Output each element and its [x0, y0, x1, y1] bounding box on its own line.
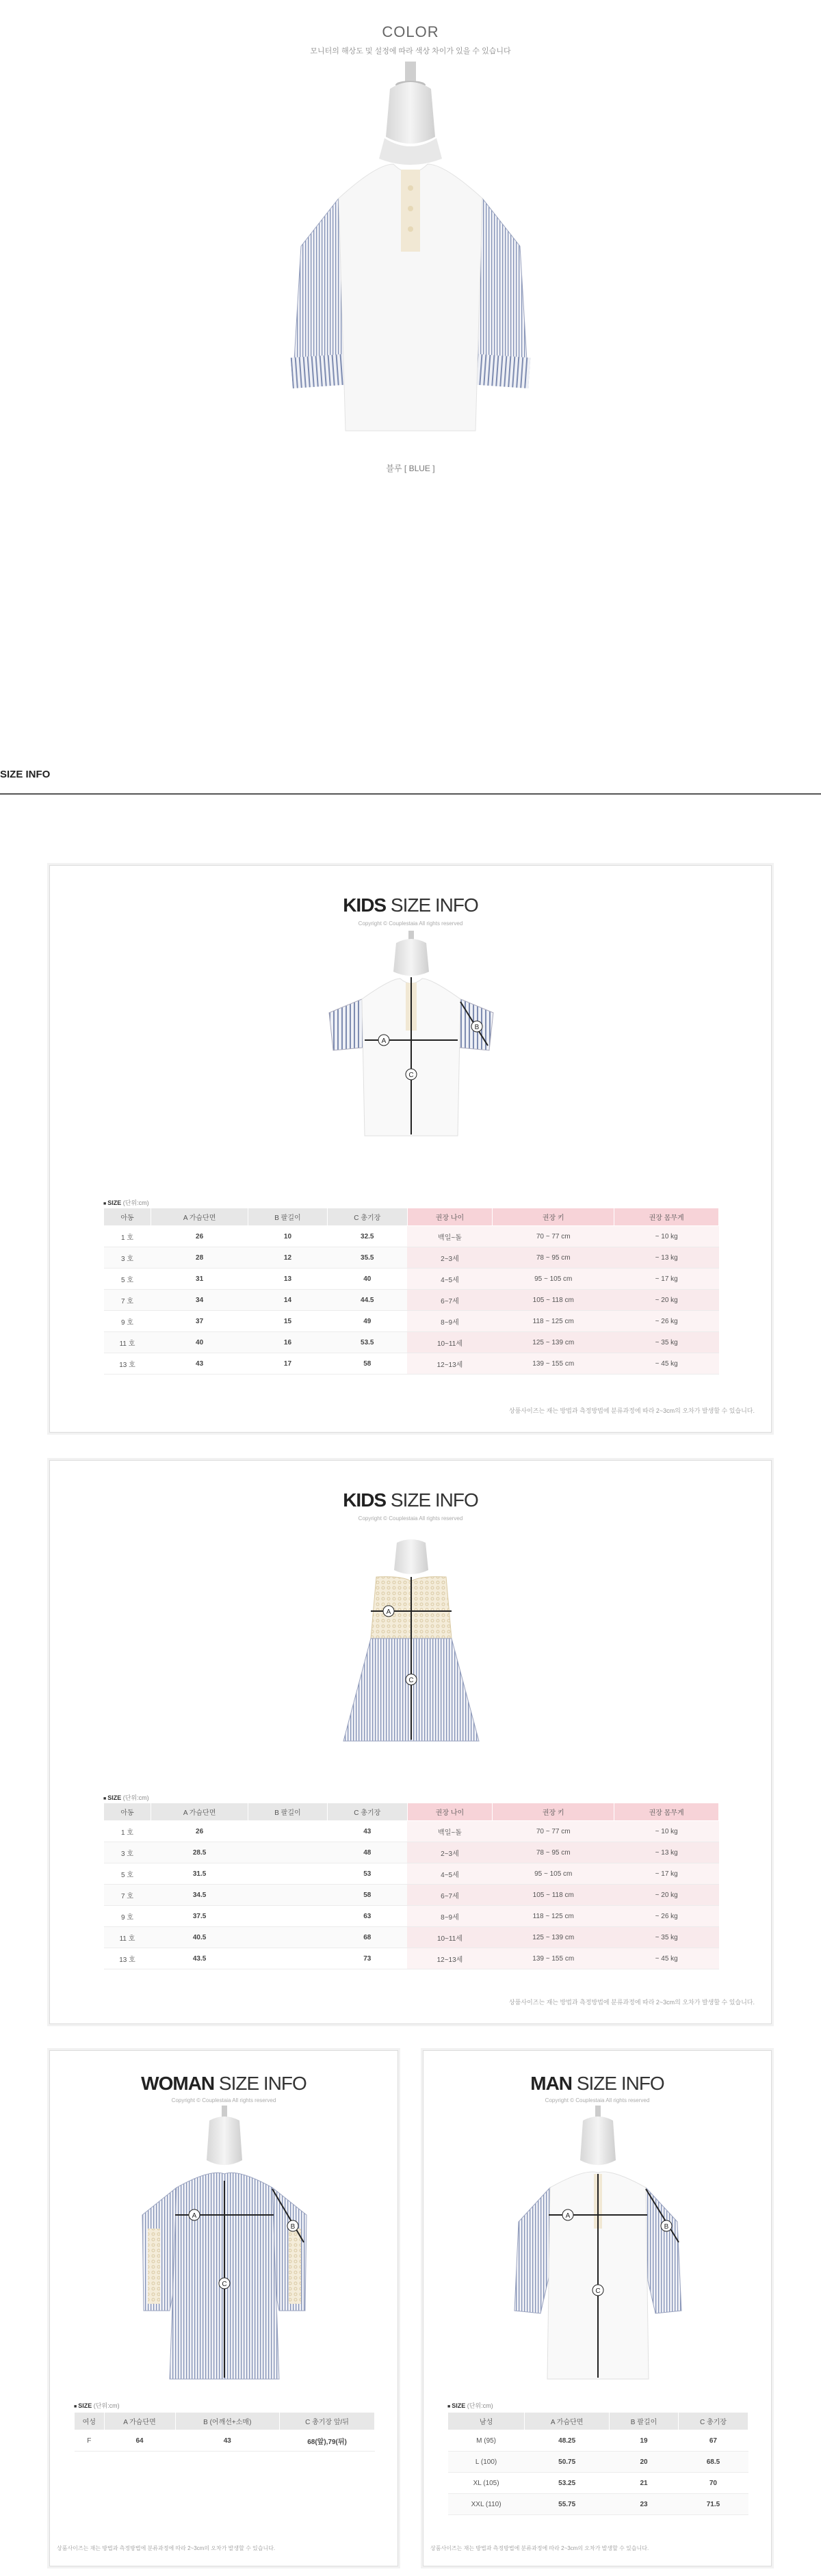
table-row: [104, 1290, 719, 1311]
card-heading-text: SIZE INFO: [390, 1489, 478, 1511]
card-heading: [50, 894, 771, 916]
card-heading-text: SIZE INFO: [390, 894, 478, 916]
table-cell: 백일~돌: [407, 1226, 492, 1247]
table-row: [104, 1226, 719, 1247]
column-header: 아동: [104, 1803, 151, 1821]
column-header: A 가슴단면: [151, 1803, 248, 1821]
table-cell: 35.5: [327, 1247, 407, 1269]
table-row: [104, 1906, 719, 1927]
card-note: 상품사이즈는 재는 방법과 측정방법에 분류과정에 따라 2~3cm의 오차가 발생할 수 있습니다.: [430, 2545, 649, 2551]
column-header: 권장 나이: [407, 1208, 492, 1226]
table-row: [448, 2430, 748, 2452]
table-cell: ~ 26 kg: [614, 1311, 719, 1332]
column-header: C 총기장 앞/뒤: [280, 2413, 375, 2430]
table-cell: 11 호: [104, 1927, 151, 1948]
table-cell: ~ 26 kg: [614, 1906, 719, 1927]
svg-text:C: C: [222, 2281, 227, 2288]
column-header: B (어깨선+소매): [175, 2413, 280, 2430]
table-cell: 13 호: [104, 1948, 151, 1969]
table-cell: 78 ~ 95 cm: [493, 1247, 614, 1269]
table-row: [104, 1863, 719, 1885]
table-cell: 10~11세: [407, 1332, 492, 1353]
table-cell: 34.5: [151, 1885, 248, 1906]
table-cell: 40.5: [151, 1927, 248, 1948]
column-header: 권장 나이: [407, 1803, 492, 1821]
column-header: C 총기장: [327, 1208, 407, 1226]
table-cell: 105 ~ 118 cm: [493, 1290, 614, 1311]
table-cell: 34: [151, 1290, 248, 1311]
table-row: [104, 1269, 719, 1290]
kids-dress-size-card: [49, 1460, 772, 2024]
table-cell: [248, 1821, 328, 1842]
table-cell: ~ 45 kg: [614, 1948, 719, 1969]
table-cell: 95 ~ 105 cm: [493, 1863, 614, 1885]
table-cell: 55.75: [525, 2494, 610, 2515]
card-heading: [50, 1489, 771, 1511]
table-cell: 12~13세: [407, 1353, 492, 1375]
table-row: [104, 1927, 719, 1948]
table-cell: 백일~돌: [407, 1821, 492, 1842]
table-cell: 70: [678, 2473, 748, 2494]
card-copyright: Copyright © Couplestaia All rights reserved: [358, 1515, 463, 1522]
table-cell: 3 호: [104, 1247, 151, 1269]
color-title: COLOR: [382, 23, 439, 40]
card-brand: KIDS: [343, 1489, 387, 1511]
table-cell: 17: [248, 1353, 328, 1375]
table-cell: 5 호: [104, 1863, 151, 1885]
table-cell: M (95): [448, 2430, 525, 2452]
table-row: [104, 1842, 719, 1863]
svg-text:A: A: [386, 1608, 391, 1616]
table-cell: 139 ~ 155 cm: [493, 1353, 614, 1375]
table-cell: 70 ~ 77 cm: [493, 1226, 614, 1247]
table-cell: ~ 13 kg: [614, 1842, 719, 1863]
table-cell: XL (105): [448, 2473, 525, 2494]
table-cell: 19: [610, 2430, 679, 2452]
column-header: B 팔길이: [248, 1803, 328, 1821]
table-cell: 125 ~ 139 cm: [493, 1927, 614, 1948]
table-cell: ~ 35 kg: [614, 1927, 719, 1948]
card-heading-text: SIZE INFO: [576, 2073, 664, 2094]
table-cell: 20: [610, 2452, 679, 2473]
table-cell: [248, 1885, 328, 1906]
table-cell: 125 ~ 139 cm: [493, 1332, 614, 1353]
table-cell: 6~7세: [407, 1885, 492, 1906]
column-header: A 가슴단면: [151, 1208, 248, 1226]
table-cell: [248, 1948, 328, 1969]
svg-text:A: A: [381, 1037, 387, 1045]
table-cell: 8~9세: [407, 1906, 492, 1927]
card-copyright: Copyright © Couplestaia All rights reserved: [545, 2097, 650, 2103]
table-cell: 48.25: [525, 2430, 610, 2452]
table-row: [104, 1885, 719, 1906]
table-cell: 118 ~ 125 cm: [493, 1311, 614, 1332]
table-cell: ~ 35 kg: [614, 1332, 719, 1353]
size-label: ■ SIZE (단위:cm): [103, 1198, 149, 1207]
table-cell: 2~3세: [407, 1842, 492, 1863]
table-cell: 23: [610, 2494, 679, 2515]
column-header: 권장 키: [493, 1208, 614, 1226]
card-note: 상품사이즈는 재는 방법과 측정방법에 분류과정에 따라 2~3cm의 오차가 발생할 수 있습니다.: [508, 1407, 755, 1414]
card-heading: [50, 2073, 398, 2095]
column-header: 여성: [75, 2413, 105, 2430]
table-cell: 5 호: [104, 1269, 151, 1290]
table-cell: 58: [327, 1353, 407, 1375]
column-header: 아동: [104, 1208, 151, 1226]
color-section: [0, 0, 821, 739]
table-cell: [248, 1863, 328, 1885]
table-cell: ~ 13 kg: [614, 1247, 719, 1269]
table-cell: 40: [327, 1269, 407, 1290]
table-cell: 63: [327, 1906, 407, 1927]
table-cell: 78 ~ 95 cm: [493, 1842, 614, 1863]
column-header: A 가슴단면: [525, 2413, 610, 2430]
woman-size-card: [49, 2050, 398, 2566]
color-caption: 블루 [ BLUE ]: [386, 464, 435, 473]
table-cell: 6~7세: [407, 1290, 492, 1311]
table-cell: 7 호: [104, 1290, 151, 1311]
table-cell: 1 호: [104, 1821, 151, 1842]
table-cell: 21: [610, 2473, 679, 2494]
svg-text:B: B: [664, 2223, 669, 2231]
table-cell: ~ 17 kg: [614, 1269, 719, 1290]
woman-size-table: [74, 2412, 375, 2452]
table-cell: F: [75, 2430, 105, 2452]
table-cell: 28.5: [151, 1842, 248, 1863]
table-cell: [248, 1842, 328, 1863]
table-cell: 14: [248, 1290, 328, 1311]
table-cell: 12: [248, 1247, 328, 1269]
table-cell: XXL (110): [448, 2494, 525, 2515]
table-cell: L (100): [448, 2452, 525, 2473]
card-note: 상품사이즈는 재는 방법과 측정방법에 분류과정에 따라 2~3cm의 오차가 발생할 수 있습니다.: [508, 1999, 755, 2006]
column-header: B 팔길이: [610, 2413, 679, 2430]
table-cell: ~ 45 kg: [614, 1353, 719, 1375]
svg-text:B: B: [474, 1024, 480, 1031]
table-cell: 32.5: [327, 1226, 407, 1247]
column-header: C 총기장: [327, 1803, 407, 1821]
man-measure-diagram: [502, 2106, 694, 2393]
table-cell: 53.5: [327, 1332, 407, 1353]
table-cell: 95 ~ 105 cm: [493, 1269, 614, 1290]
column-header: C 총기장: [678, 2413, 748, 2430]
table-cell: 67: [678, 2430, 748, 2452]
table-cell: 9 호: [104, 1906, 151, 1927]
table-cell: 50.75: [525, 2452, 610, 2473]
column-header: A 가슴단면: [104, 2413, 175, 2430]
card-brand: KIDS: [343, 894, 387, 916]
table-row: [104, 1247, 719, 1269]
table-cell: 15: [248, 1311, 328, 1332]
table-cell: 13 호: [104, 1353, 151, 1375]
table-cell: 13: [248, 1269, 328, 1290]
table-cell: ~ 20 kg: [614, 1885, 719, 1906]
table-cell: 64: [104, 2430, 175, 2452]
table-row: [104, 1821, 719, 1842]
card-heading-text: SIZE INFO: [218, 2073, 307, 2094]
table-cell: 118 ~ 125 cm: [493, 1906, 614, 1927]
table-cell: ~ 10 kg: [614, 1226, 719, 1247]
table-cell: 11 호: [104, 1332, 151, 1353]
table-cell: 10: [248, 1226, 328, 1247]
size-info-divider: [0, 793, 821, 795]
size-info-title: SIZE INFO: [0, 769, 51, 780]
table-row: [104, 1948, 719, 1969]
card-note: 상품사이즈는 재는 방법과 측정방법에 분류과정에 따라 2~3cm의 오차가 발생할 수 있습니다.: [57, 2545, 276, 2551]
kids-dress-measure-diagram: [326, 1536, 497, 1748]
kids-tee-size-table: [103, 1208, 719, 1375]
column-header: B 팔길이: [248, 1208, 328, 1226]
table-cell: 49: [327, 1311, 407, 1332]
table-cell: 1 호: [104, 1226, 151, 1247]
table-row: [448, 2473, 748, 2494]
table-cell: ~ 10 kg: [614, 1821, 719, 1842]
svg-text:C: C: [595, 2287, 601, 2295]
table-cell: 9 호: [104, 1311, 151, 1332]
card-copyright: Copyright © Couplestaia All rights reserved: [358, 920, 463, 927]
svg-text:C: C: [408, 1072, 414, 1079]
table-cell: 68(앞),79(뒤): [280, 2430, 375, 2452]
table-cell: 71.5: [678, 2494, 748, 2515]
woman-measure-diagram: [129, 2106, 320, 2393]
table-cell: 8~9세: [407, 1311, 492, 1332]
column-header: 남성: [448, 2413, 525, 2430]
table-cell: 70 ~ 77 cm: [493, 1821, 614, 1842]
column-header: 권장 키: [493, 1803, 614, 1821]
table-cell: 26: [151, 1821, 248, 1842]
table-cell: 7 호: [104, 1885, 151, 1906]
table-cell: 68: [327, 1927, 407, 1948]
kids-tee-measure-diagram: [309, 931, 514, 1150]
table-cell: 28: [151, 1247, 248, 1269]
card-copyright: Copyright © Couplestaia All rights reserved: [171, 2097, 276, 2103]
kids-dress-size-table: [103, 1803, 719, 1969]
column-header: 권장 몸무게: [614, 1208, 719, 1226]
table-cell: [248, 1906, 328, 1927]
table-cell: 105 ~ 118 cm: [493, 1885, 614, 1906]
svg-text:A: A: [565, 2212, 571, 2220]
table-cell: 43.5: [151, 1948, 248, 1969]
table-cell: 16: [248, 1332, 328, 1353]
color-description: 모니터의 해상도 및 설정에 따라 색상 차이가 있을 수 있습니다: [310, 47, 511, 55]
table-cell: 37: [151, 1311, 248, 1332]
table-cell: 31: [151, 1269, 248, 1290]
table-cell: 139 ~ 155 cm: [493, 1948, 614, 1969]
table-cell: 37.5: [151, 1906, 248, 1927]
svg-text:B: B: [290, 2223, 296, 2231]
card-brand: MAN: [530, 2073, 573, 2094]
table-cell: 48: [327, 1842, 407, 1863]
table-cell: 31.5: [151, 1863, 248, 1885]
table-cell: 4~5세: [407, 1269, 492, 1290]
column-header: 권장 몸무게: [614, 1803, 719, 1821]
man-size-card: [423, 2050, 772, 2566]
size-label: ■ SIZE (단위:cm): [447, 2401, 493, 2410]
svg-text:C: C: [408, 1677, 414, 1684]
table-row: [104, 1311, 719, 1332]
table-cell: ~ 20 kg: [614, 1290, 719, 1311]
table-cell: 53: [327, 1863, 407, 1885]
table-cell: 73: [327, 1948, 407, 1969]
table-cell: 44.5: [327, 1290, 407, 1311]
table-cell: 4~5세: [407, 1863, 492, 1885]
table-cell: 10~11세: [407, 1927, 492, 1948]
table-cell: 58: [327, 1885, 407, 1906]
table-cell: 3 호: [104, 1842, 151, 1863]
man-size-table: [447, 2412, 748, 2515]
product-photo-blue-tee: [226, 62, 595, 451]
table-cell: 53.25: [525, 2473, 610, 2494]
table-cell: 43: [175, 2430, 280, 2452]
table-cell: 43: [327, 1821, 407, 1842]
table-cell: 12~13세: [407, 1948, 492, 1969]
table-cell: 26: [151, 1226, 248, 1247]
table-cell: 2~3세: [407, 1247, 492, 1269]
table-row: [448, 2494, 748, 2515]
table-row: [75, 2430, 375, 2452]
card-heading: [423, 2073, 771, 2095]
card-brand: WOMAN: [141, 2073, 215, 2094]
svg-text:A: A: [192, 2212, 197, 2220]
table-row: [104, 1332, 719, 1353]
size-label: ■ SIZE (단위:cm): [74, 2401, 120, 2410]
table-cell: ~ 17 kg: [614, 1863, 719, 1885]
table-row: [448, 2452, 748, 2473]
table-cell: 40: [151, 1332, 248, 1353]
table-row: [104, 1353, 719, 1375]
kids-tee-size-card: [49, 865, 772, 1433]
table-cell: 68.5: [678, 2452, 748, 2473]
table-cell: 43: [151, 1353, 248, 1375]
size-label: ■ SIZE (단위:cm): [103, 1793, 149, 1802]
table-cell: [248, 1927, 328, 1948]
